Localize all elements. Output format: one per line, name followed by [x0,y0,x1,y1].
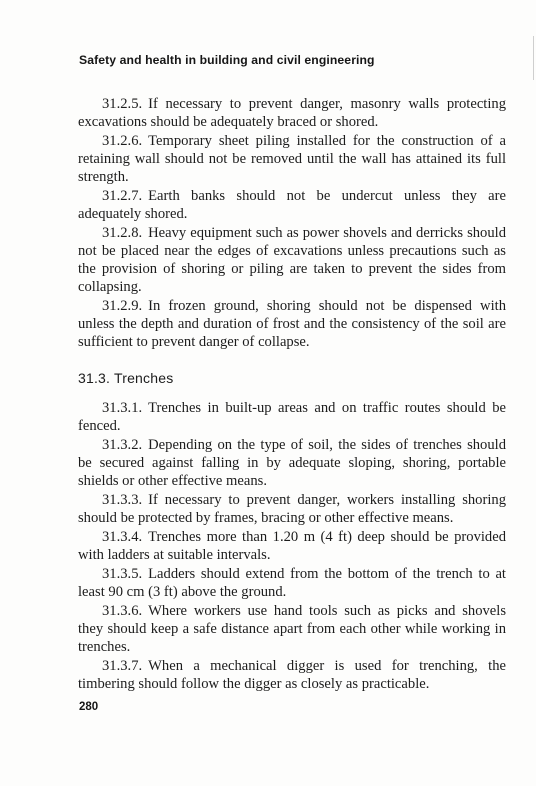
paragraph-31-2-7 [78,187,506,223]
paragraph-31-3-4 [78,528,506,564]
paragraph-text: If necessary to prevent danger, masonry walls protecting excavations should be adequately braced or shored. [78,96,506,130]
running-title: Safety and health in building and civil engineering [79,53,375,67]
paragraph-text: Trenches in built-up areas and on traffic routes should be fenced. [78,400,506,434]
paragraph-text: Heavy equipment such as power shovels and derricks should not be placed near the edges of excavations unless precautions such as the provision of shoring or piling are taken to prevent the sides from collapsing. [78,225,506,295]
paragraph-number: 31.3.5. [102,566,143,582]
paragraph-number: 31.3.7. [102,658,143,674]
paragraph-number: 31.3.1. [102,400,143,416]
paragraph-31-2-6 [78,132,506,186]
paragraph-text: When a mechanical digger is used for trenching, the timbering should follow the digger as closely as practicable. [78,658,506,692]
section-heading-trenches: 31.3. Trenches [78,370,174,386]
paragraph-number: 31.2.5. [102,96,143,112]
paragraph-number: 31.3.2. [102,437,143,453]
paragraph-31-2-9 [78,297,506,351]
paragraph-31-2-8 [78,224,506,296]
paragraph-31-2-5 [78,95,506,131]
paragraph-text: If necessary to prevent danger, workers installing shoring should be protected by frames, bracing or other effective means. [78,492,506,526]
paragraph-number: 31.3.3. [102,492,143,508]
paragraph-text: In frozen ground, shoring should not be dispensed with unless the depth and duration of frost and the consistency of the soil are sufficient to prevent danger of collapse. [78,298,506,350]
paragraph-text: Ladders should extend from the bottom of the trench to at least 90 cm (3 ft) above the ground. [78,566,506,600]
paragraph-31-3-2 [78,436,506,490]
paragraph-number: 31.2.9. [102,298,143,314]
paragraph-text: Depending on the type of soil, the sides of trenches should be secured against falling in by adequate sloping, shoring, portable shields or other effective means. [78,437,506,489]
paragraph-text: Trenches more than 1.20 m (4 ft) deep should be provided with ladders at suitable intervals. [78,529,506,563]
paragraph-text: Temporary sheet piling installed for the construction of a retaining wall should not be removed until the wall has attained its full strength. [78,133,506,185]
paragraph-number: 31.3.4. [102,529,143,545]
paragraph-number: 31.2.8. [102,225,143,241]
paragraph-text: Earth banks should not be undercut unless they are adequately shored. [78,188,506,222]
paragraph-text: Where workers use hand tools such as picks and shovels they should keep a safe distance apart from each other while working in trenches. [78,603,506,655]
paragraph-31-3-3 [78,491,506,527]
paragraph-number: 31.2.7. [102,188,143,204]
paragraph-31-3-7 [78,657,506,693]
page-number: 280 [79,701,99,713]
paragraph-31-3-5 [78,565,506,601]
paragraph-31-3-1 [78,399,506,435]
paragraph-number: 31.2.6. [102,133,143,149]
paragraph-number: 31.3.6. [102,603,143,619]
page-body [78,95,506,693]
paragraph-31-3-6 [78,602,506,656]
page-edge-mark [533,36,534,80]
